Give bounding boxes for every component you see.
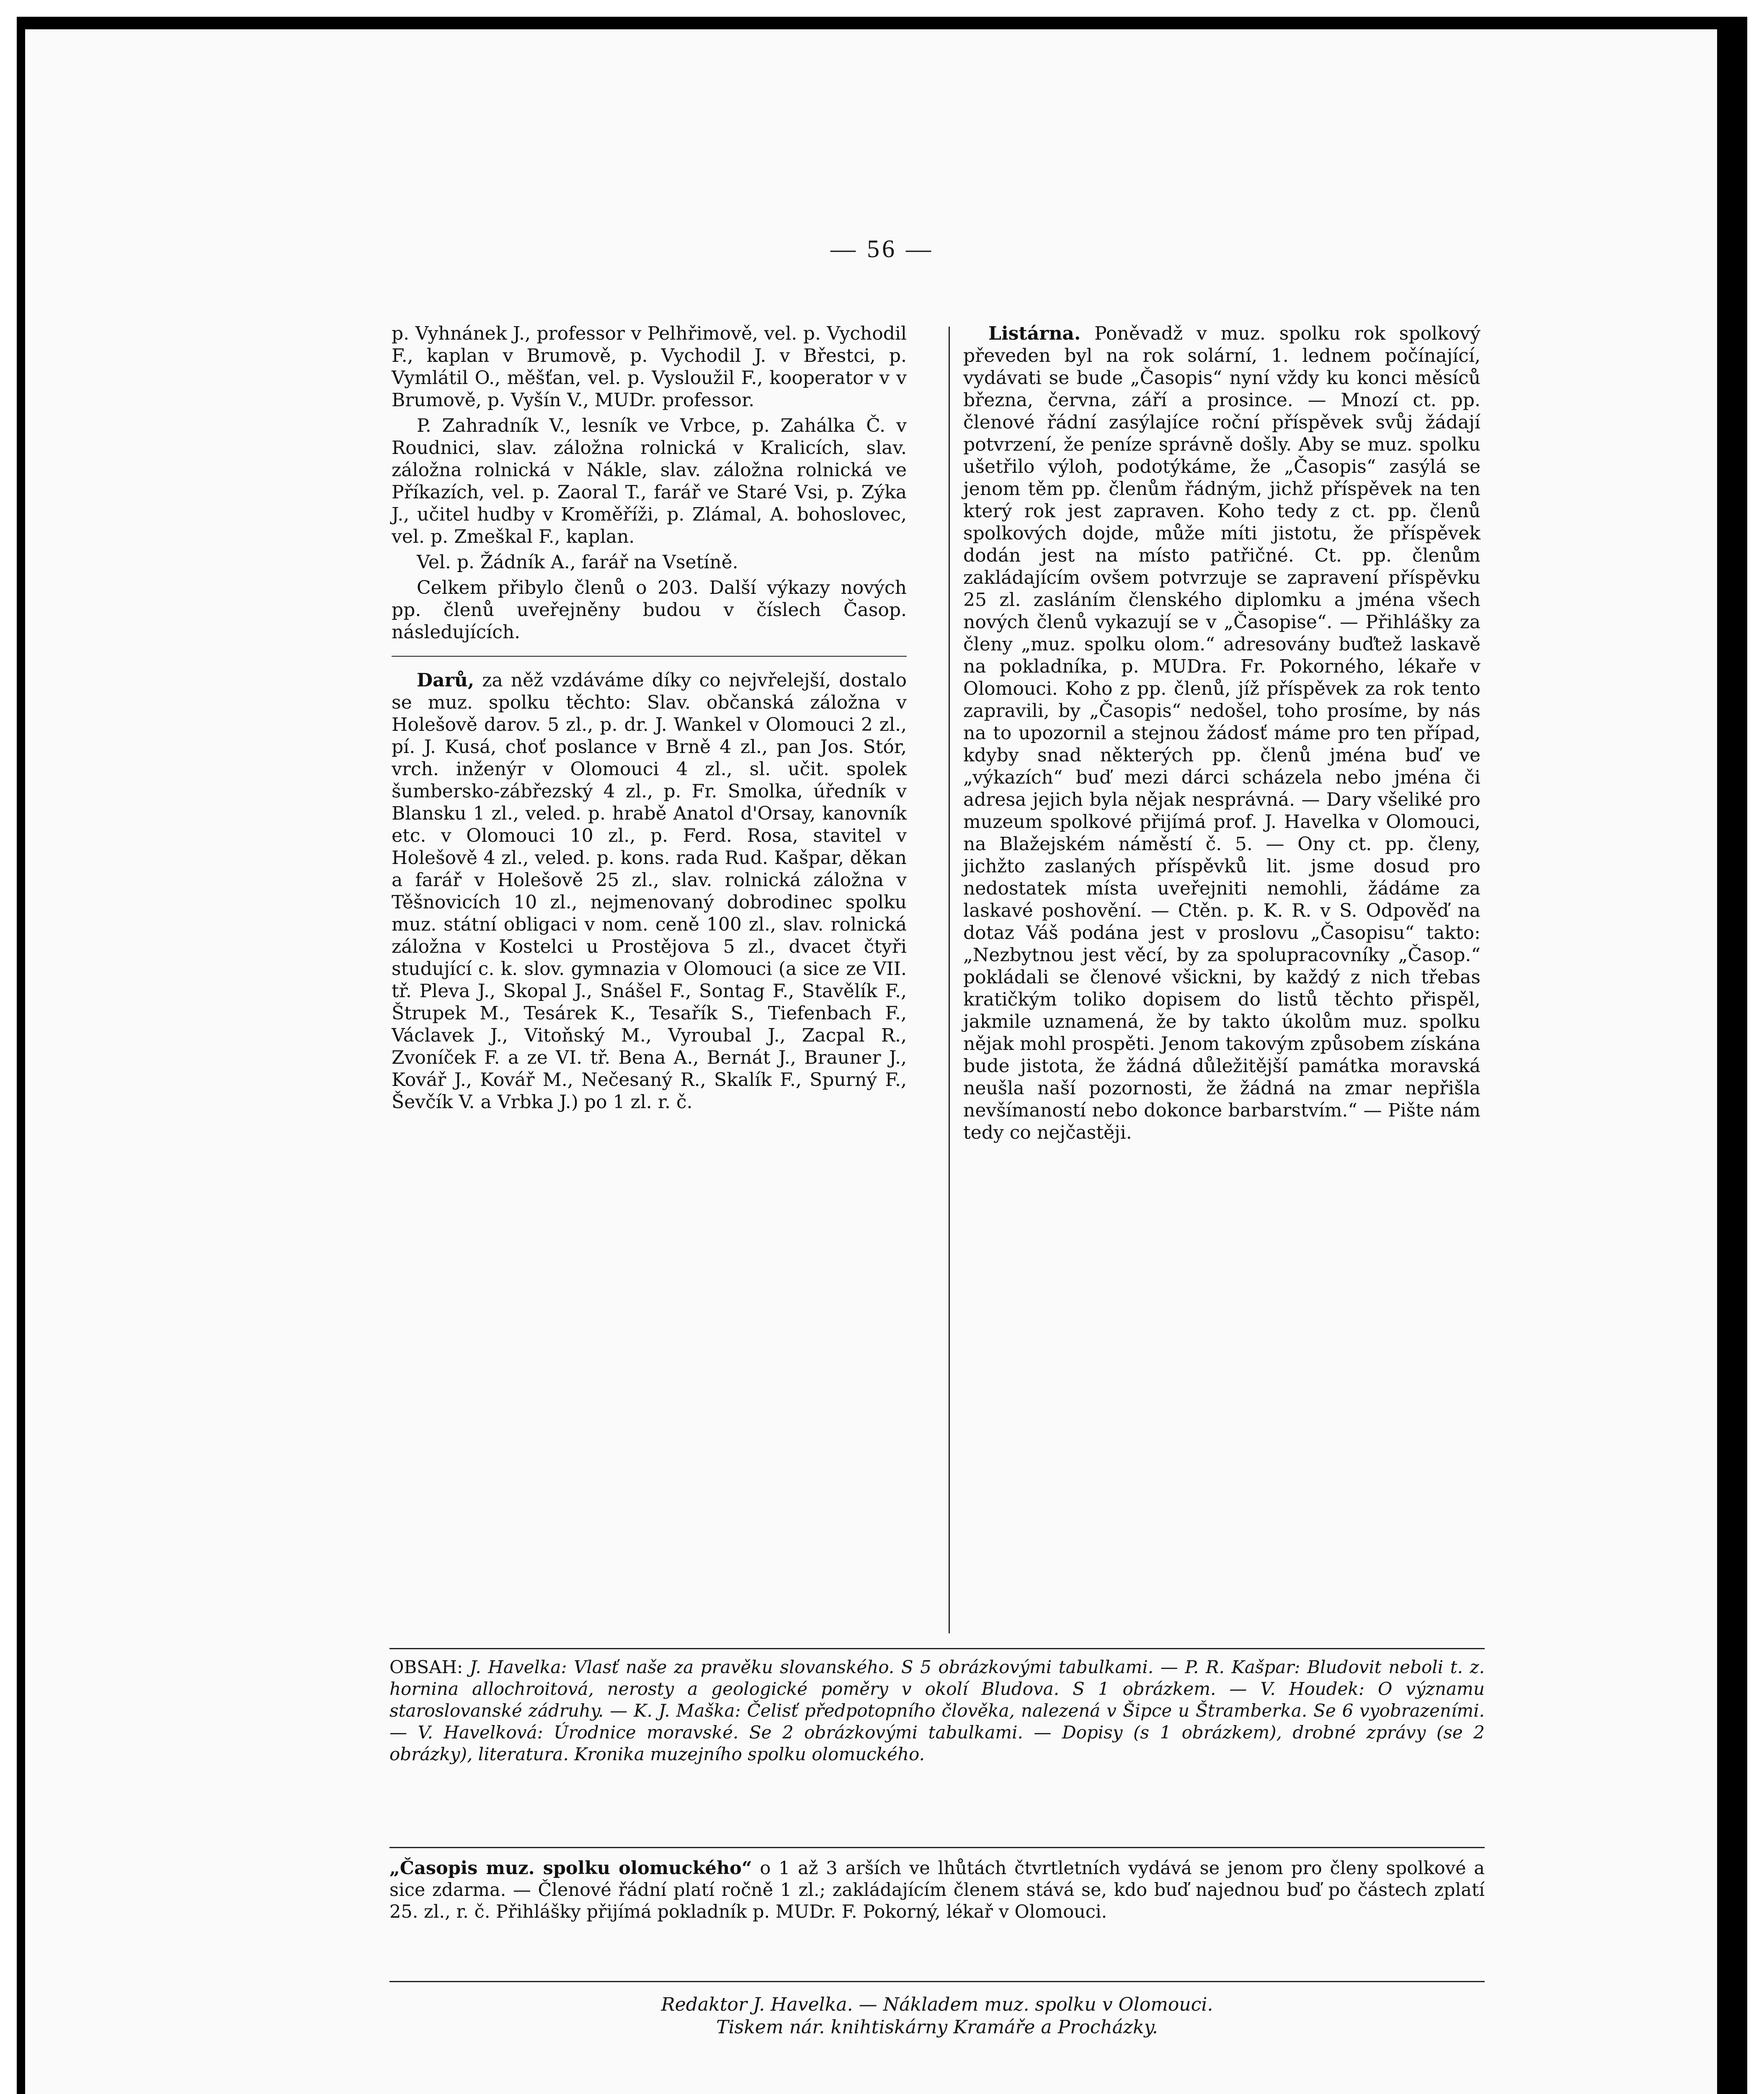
page-number: — 56 — (830, 235, 934, 263)
members-paragraph-3: Vel. p. Žádník A., farář na Vsetíně. (417, 552, 738, 573)
notice-top-rule (389, 1847, 1485, 1848)
imprint-block (389, 1993, 1485, 2039)
left-column (392, 322, 907, 1117)
right-column (963, 322, 1480, 1147)
contents-block (389, 1656, 1485, 1765)
members-paragraph-4: Celkem přibylo členů o 203. Další výkazy nových pp. členů uveřejněny budou v číslech Časop. následujících. (392, 577, 907, 643)
gifts-heading: Darů, (417, 670, 475, 691)
listarna-paragraph (963, 322, 1480, 1144)
imprint-top-rule (389, 1981, 1485, 1982)
column-divider (949, 327, 950, 1633)
contents-top-rule (389, 1648, 1485, 1649)
listarna-heading: Listárna. (988, 323, 1081, 344)
members-paragraph-1: p. Vyhnánek J., professor v Pelhřimově, vel. p. Vychodil F., kaplan v Brumově, p. Vychodil J. v Břestci, p. Vymlátil O., měšťan, vel. p. Vysloužil F., kooperator v v Brumově, p. Vyšín V., MUDr. professor. (392, 323, 907, 411)
contents-text: J. Havelka: Vlasť naše za pravěku slovanského. S 5 obrázkovými tabulkami. — P. R. Kašpar: Bludovit neboli t. z. hornina allochroitová, nerosty a geologické poměry v okolí Bludova. S 1 obrázkem. — V. Houdek: O významu staroslovanské zádruhy. — K. J. Maška: Čelisť předpotopního člověka, nalezená v Šipce u Štramberka. Se 6 vyobrazeními. — V. Havelková: Úrodnice moravské. Se 2 obrázkovými tabulkami. — Dopisy (s 1 obrázkem), drobné zprávy (se 2 obrázky), literatura. Kronika muzejního spolku olomuckého. (389, 1657, 1485, 1764)
members-paragraph-2: P. Zahradník V., lesník ve Vrbce, p. Zahálka Č. v Roudnici, slav. záložna rolnická v Kralicích, slav. záložna rolnická v Nákle, slav. záložna rolnická ve Příkazích, vel. p. Zaoral T., farář ve Staré Vsi, p. Zýka J., učitel hudby v Kroměříži, p. Zlámal, A. bohoslovec, vel. p. Zmeškal F., kaplan. (392, 415, 907, 547)
imprint-line-2: Tiskem nár. knihtiskárny Kramáře a Procházky. (716, 2017, 1158, 2038)
notice-title: „Časopis muz. spolku olomuckého“ (389, 1858, 752, 1879)
journal-notice (389, 1857, 1485, 1923)
imprint-line-1: Redaktor J. Havelka. — Nákladem muz. spolku v Olomouci. (661, 1994, 1213, 2015)
gifts-paragraph (392, 669, 907, 1113)
gifts-text: za něž vzdáváme díky co nejvřelejší, dostalo se muz. spolku těchto: Slav. občanská záložna v Holešově darov. 5 zl., p. dr. J. Wankel v Olomouci 2 zl., pí. J. Kusá, choť poslance v Brně 4 zl., pan Jos. Stór, vrch. inženýr v Olomouci 4 zl., sl. učit. spolek šumbersko-zábřezský 4 zl., p. Fr. Smolka, úředník v Blansku 1 zl., veled. p. hrabě Anatol d'Orsay, kanovník etc. v Olomouci 10 zl., p. Ferd. Rosa, stavitel v Holešově 4 zl., veled. p. kons. rada Rud. Kašpar, děkan a farář v Holešově 25 zl., slav. rolnická záložna v Těšnovicích 10 zl., nejmenovaný dobrodinec spolku muz. státní obligaci v nom. ceně 100 zl., slav. rolnická záložna v Kostelci u Prostějova 5 zl., dvacet čtyři studující c. k. slov. gymnazia v Olomouci (a sice ze VII. tř. Pleva J., Skopal J., Snášel F., Sontag F., Stavělík F., Štrupek M., Tesárek K., Tesařík S., Tiefenbach F., Václavek J., Vitoňský M., Vyroubal J., Zacpal R., Zvoníček F. a ze VI. tř. Bena A., Bernát J., Brauner J., Kovář J., Kovář M., Nečesaný R., Skalík F., Spurný F., Ševčík V. a Vrbka J.) po 1 zl. r. č. (392, 670, 907, 1113)
left-divider (392, 656, 907, 657)
listarna-text: Poněvadž v muz. spolku rok spolkový převeden byl na rok solární, 1. lednem počínající, vydávati se bude „Časopis“ nyní vždy ku konci měsíců března, června, září a prosince. — Mnozí ct. pp. členové řádní zasýlajíce roční příspěvek svůj žádají potvrzení, že peníze správně došly. Aby se muz. spolku ušetřilo výloh, podotýkáme, že „Časopis“ zasýlá se jenom těm pp. členům řádným, jichž příspěvek na ten který rok jest zapraven. Koho tedy z ct. pp. členů spolkových dojde, může míti jistotu, že příspěvek dodán jest na místo patřičné. Ct. pp. členům zakládajícím ovšem potvrzuje se zapravení příspěvku 25 zl. zasláním členského diplomku a jména všech nových členů vykazují se v „Časopise“. — Přihlášky za členy „muz. spolku olom.“ adresovány buďtež laskavě na pokladníka, p. MUDra. Fr. Pokorného, lékaře v Olomouci. Koho z pp. členů, jíž příspěvek za rok tento zapravili, by „Časopis“ nedošel, toho prosíme, by nás na to upozornil a stejnou žádosť máme pro ten případ, kdyby snad některých pp. členů jména buď ve „výkazích“ buď mezi dárci scházela nebo jména či adresa jejich byla nějak nesprávná. — Dary všeliké pro muzeum spolkové přijímá prof. J. Havelka v Olomouci, na Blažejském náměstí č. 5. — Ony ct. pp. členy, jichžto zaslaných příspěvků lit. jsme dosud pro nedostatek místa uveřejniti nemohli, žádáme za laskavé poshovění. — Ctěn. p. K. R. v S. Odpověď na dotaz Váš podána jest v proslovu „Časopisu“ takto: „Nezbytnou jest věcí, by za spolupracovníky „Časop.“ pokládali se členové všickni, by každý z nich třebas kratičkým toliko dopisem do listů těchto přispěl, jakmile uznamená, že by takto úkolům muz. spolku nějak mohl prospěti. Jenom takovým způsobem získána bude jistota, že žádná důležitější památka moravská neušla naší pozornosti, že žádná na zmar nepřišla nevšímaností nebo dokonce barbarstvím.“ — Pište nám tedy co nejčastěji. (963, 323, 1480, 1143)
contents-label: OBSAH: (389, 1657, 463, 1677)
notice-text: o 1 až 3 arších ve lhůtách čtvrtletních vydává se jenom pro členy spolkové a sice zdarma. — Členové řádní platí ročně 1 zl.; zakládajícím členem stává se, kdo buď najednou buď po částech zplatí 25. zl., r. č. Přihlášky přijímá pokladník p. MUDr. F. Pokorný, lékař v Olomouci. (389, 1858, 1485, 1922)
